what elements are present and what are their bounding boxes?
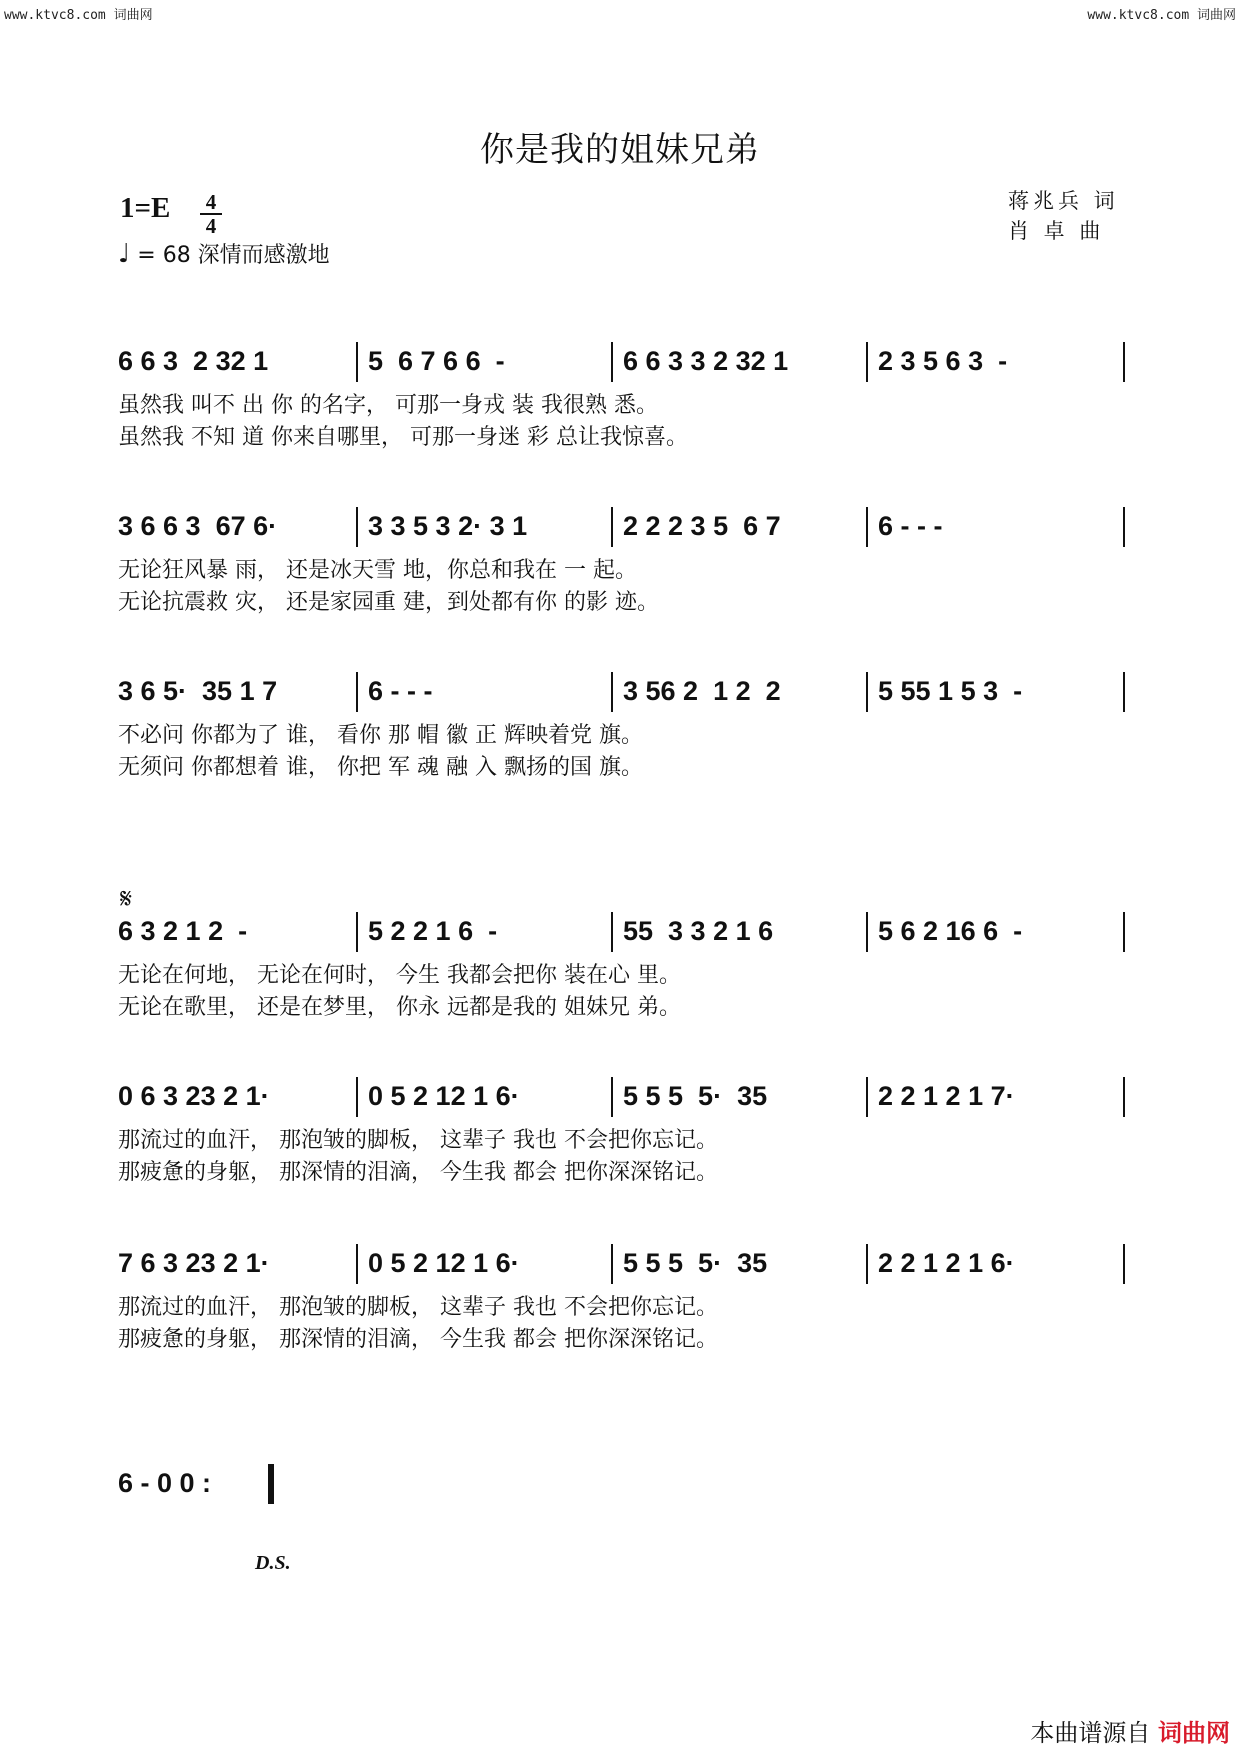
score-system (118, 910, 1128, 1022)
score-system (118, 1075, 1128, 1187)
barline (611, 672, 613, 712)
notes-row (118, 505, 1128, 553)
lyric-line: 无论抗震救 灾， 还是家园重 建，到处都有你 的影 迹。 (118, 590, 659, 615)
score-system (118, 505, 1128, 617)
measure: 6 3 2 1 2 - (118, 916, 248, 946)
measure: 6 - - - (878, 511, 943, 541)
barline (611, 1244, 613, 1284)
measure: 5 6 2 16 6 - (878, 916, 1023, 946)
lyric-line: 那疲惫的身躯， 那深情的泪滴， 今生我 都会 把你深深铭记。 (118, 1160, 718, 1185)
dal-segno-marking: D.S. (255, 1552, 291, 1574)
barline (356, 507, 358, 547)
measure: 6 - - - (368, 676, 433, 706)
measure: 2 2 1 2 1 7· (878, 1081, 1015, 1111)
lyric-line: 那疲惫的身躯， 那深情的泪滴， 今生我 都会 把你深深铭记。 (118, 1327, 718, 1352)
measure: 5 6 7 6 6 - (368, 346, 505, 376)
measure: 0 6 3 23 2 1· (118, 1081, 270, 1111)
barline (1123, 1244, 1125, 1284)
measure: 0 5 2 12 1 6· (368, 1248, 520, 1278)
barline (611, 1077, 613, 1117)
lyric-line: 无须问 你都想着 谁， 你把 军 魂 融 入 飘扬的国 旗。 (118, 755, 643, 780)
barline (866, 342, 868, 382)
measure: 2 2 2 3 5 6 7 (623, 511, 781, 541)
barline (356, 912, 358, 952)
notes-row (118, 1462, 1128, 1510)
barline (1123, 912, 1125, 952)
measure: 55 3 3 2 1 6 (623, 916, 774, 946)
lyric-line: 无论在歌里， 还是在梦里， 你永 远都是我的 姐妹兄 弟。 (118, 995, 681, 1020)
lyric-line: 无论在何地， 无论在何时， 今生 我都会把你 装在心 里。 (118, 963, 681, 988)
segno-icon: 𝄋 (120, 882, 133, 915)
barline (1123, 1077, 1125, 1117)
measure: 6 6 3 2 32 1 (118, 346, 269, 376)
final-repeat-barline (268, 1464, 274, 1504)
measure: 3 56 2 1 2 2 (623, 676, 781, 706)
notes-row (118, 670, 1128, 718)
measure: 2 2 1 2 1 6· (878, 1248, 1015, 1278)
time-signature-top: 4 (205, 190, 217, 214)
tempo-text: = 68 深情而感激地 (137, 243, 330, 268)
source-brand: 词曲网 (1158, 1719, 1230, 1747)
barline (356, 342, 358, 382)
measure: 5 55 1 5 3 - (878, 676, 1023, 706)
score-system (118, 1242, 1128, 1354)
credits (1008, 186, 1119, 246)
measure: 5 2 2 1 6 - (368, 916, 498, 946)
tempo-marking (118, 238, 330, 269)
measure: 0 5 2 12 1 6· (368, 1081, 520, 1111)
lyric-line: 不必问 你都为了 谁， 看你 那 帽 徽 正 辉映着党 旗。 (118, 723, 643, 748)
time-signature-bottom: 4 (205, 214, 217, 238)
measure: 3 6 6 3 67 6· (118, 511, 278, 541)
lyricist-credit: 蒋兆兵 词 (1008, 189, 1119, 213)
notes-row (118, 910, 1128, 958)
barline (356, 1077, 358, 1117)
barline (866, 1244, 868, 1284)
barline (611, 912, 613, 952)
source-footer (1030, 1713, 1230, 1748)
measure: 3 3 5 3 2· 3 1 (368, 511, 528, 541)
lyric-line (118, 1510, 1128, 1542)
notes-row (118, 1075, 1128, 1123)
watermark-right: www.ktvc8.com 词曲网 (1087, 8, 1236, 23)
measure: 2 3 5 6 3 - (878, 346, 1008, 376)
barline (356, 1244, 358, 1284)
barline (1123, 342, 1125, 382)
barline (1123, 672, 1125, 712)
notes-row (118, 1242, 1128, 1290)
barline (356, 672, 358, 712)
barline (866, 672, 868, 712)
barline (611, 342, 613, 382)
barline (611, 507, 613, 547)
barline (866, 912, 868, 952)
lyric-line: 虽然我 叫不 出 你 的名字， 可那一身戎 装 我很熟 悉。 (118, 393, 658, 418)
measure: 5 5 5 5· 35 (623, 1248, 768, 1278)
notes-row (118, 340, 1128, 388)
time-signature (200, 192, 222, 236)
lyric-line: 那流过的血汗， 那泡皱的脚板， 这辈子 我也 不会把你忘记。 (118, 1295, 718, 1320)
measure: 5 5 5 5· 35 (623, 1081, 768, 1111)
score-system (118, 340, 1128, 452)
measure: 6 6 3 3 2 32 1 (623, 346, 789, 376)
watermark-left: www.ktvc8.com 词曲网 (4, 8, 153, 23)
barline (866, 507, 868, 547)
quarter-note-icon: ♩ (118, 239, 131, 269)
barline (1123, 507, 1125, 547)
composer-credit: 肖 卓 曲 (1008, 219, 1105, 243)
key-signature: 1=E (120, 192, 171, 224)
source-prefix: 本曲谱源自 (1030, 1719, 1151, 1747)
barline (866, 1077, 868, 1117)
measure: 6 - 0 0 : (118, 1468, 212, 1498)
score-system (118, 670, 1128, 782)
lyric-line: 无论狂风暴 雨， 还是冰天雪 地，你总和我在 一 起。 (118, 558, 637, 583)
measure: 7 6 3 23 2 1· (118, 1248, 270, 1278)
lyric-line: 那流过的血汗， 那泡皱的脚板， 这辈子 我也 不会把你忘记。 (118, 1128, 718, 1153)
lyric-line: 虽然我 不知 道 你来自哪里， 可那一身迷 彩 总让我惊喜。 (118, 425, 688, 450)
measure: 3 6 5· 35 1 7 (118, 676, 278, 706)
song-title: 你是我的姐妹兄弟 (480, 130, 760, 170)
